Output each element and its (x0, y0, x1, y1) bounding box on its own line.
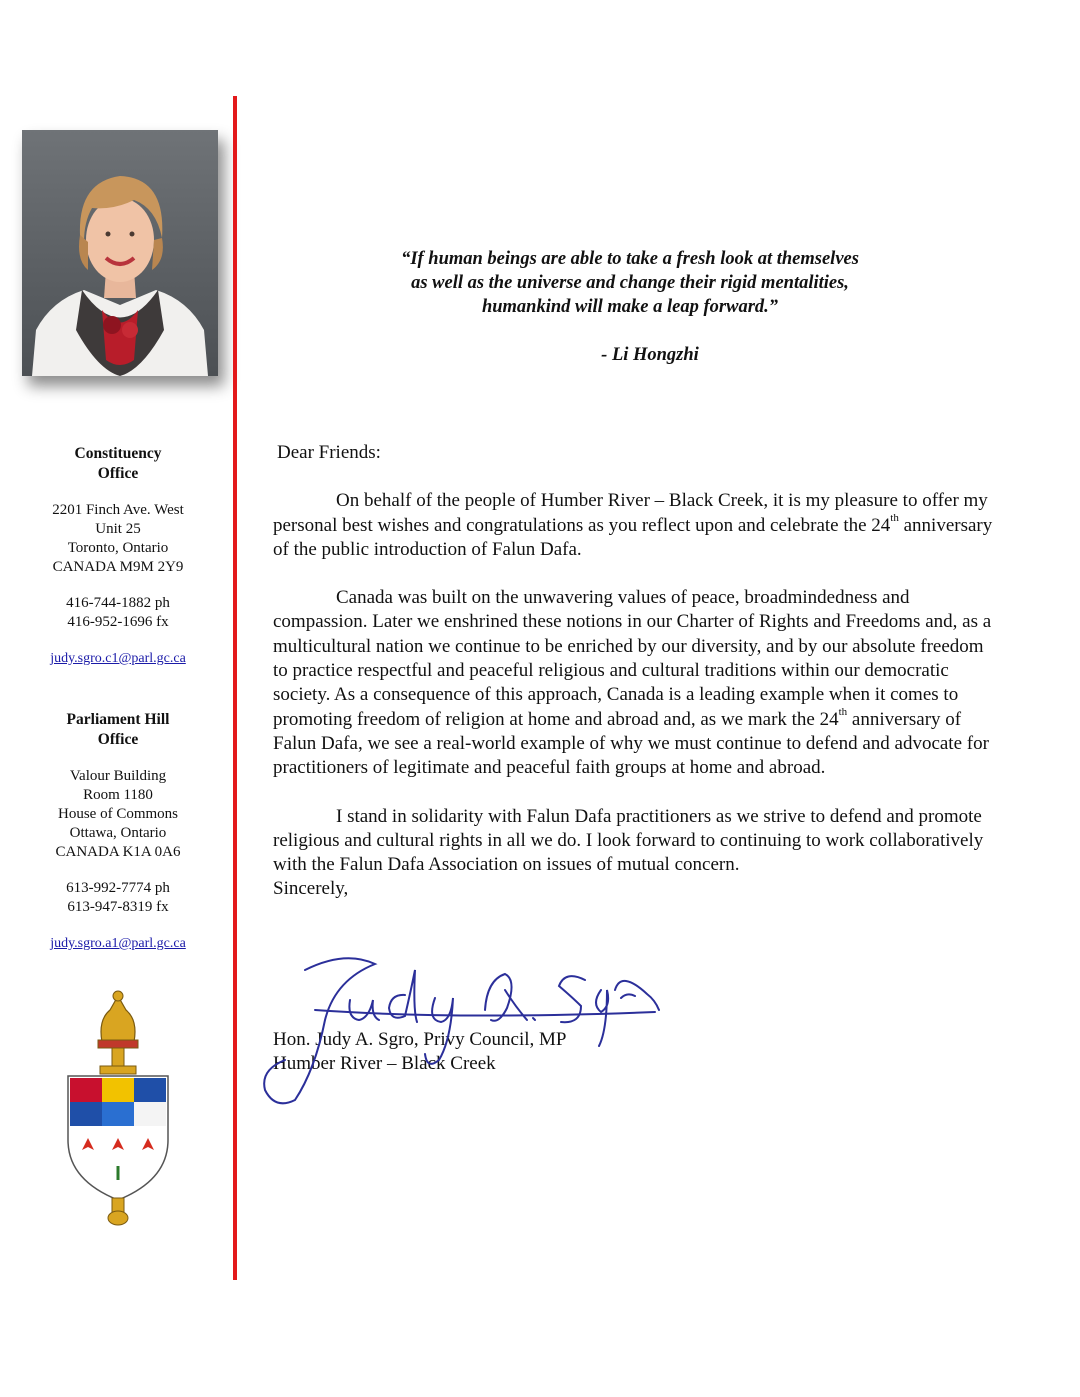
constituency-phone: 416-744-1882 ph (66, 595, 170, 611)
quote-attribution: - Li Hongzhi (601, 345, 699, 365)
handwritten-signature (255, 950, 675, 1110)
parliament-address: Valour Building Room 1180 House of Commons Ottawa, Ontario CANADA K1A 0A6 (55, 768, 181, 860)
parliament-office (20, 710, 216, 953)
constituency-email-link[interactable]: judy.sgro.c1@parl.gc.ca (50, 651, 186, 666)
sidebar (0, 0, 232, 1397)
salutation: Dear Friends: (277, 442, 381, 463)
signatory-name: Hon. Judy A. Sgro, Privy Council, MP (273, 1029, 567, 1050)
constituency-address: 2201 Finch Ave. West Unit 25 Toronto, Ontario CANADA M9M 2Y9 (52, 502, 184, 575)
paragraph-2: Canada was built on the unwavering values of peace, broadmindedness and compassion. Later we enshrined these notions in our Charter of Rights and Freedoms and, as a multicultural nation we continue to be enriched by our diversity, and by our absolute freedom to practice respectful and peaceful religious and cultural traditions within our democratic society. As a consequence of this approach, Canada is a leading example when it comes to promoting freedom of religion at home and abroad and, as we mark the 24th anniversary of Falun Dafa, we see a real-world example of why we must continue to defend and advocate for practitioners of legitimate and peaceful faith groups at home and abroad. (273, 587, 992, 779)
parliament-phone: 613-992-7774 ph (66, 880, 170, 896)
constituency-fax: 416-952-1696 fx (67, 614, 169, 630)
constituency-contact (20, 594, 216, 632)
constituency-office-heading: Constituency Office (74, 445, 162, 482)
portrait-photo (22, 130, 218, 376)
house-of-commons-crest-icon (62, 990, 174, 1226)
paragraph-1: On behalf of the people of Humber River – Black Creek, it is my pleasure to offer my personal best wishes and congratulations as you reflect upon and celebrate the 24th anniversary of the public introduction of Falun Dafa. (273, 490, 993, 560)
paragraph-3: I stand in solidarity with Falun Dafa practitioners as we strive to defend and promote religious and cultural rights in all we do. I look forward to continuing to work collaboratively with the Falun Dafa Association on issues of mutual concern. (273, 805, 984, 876)
signatory-riding: Humber River – Black Creek (273, 1053, 496, 1074)
opening-quote: “If human beings are able to take a fresh look at themselves as well as the universe and change their rigid mentalities, humankind will make a leap forward.” - Li Hongzhi (290, 247, 970, 367)
parliament-fax: 613-947-8319 fx (67, 899, 169, 915)
vertical-red-rule (233, 96, 237, 1280)
parliament-contact (20, 879, 216, 917)
letter-body (273, 441, 993, 902)
parliament-email-link[interactable]: judy.sgro.a1@parl.gc.ca (50, 936, 186, 951)
parliament-office-heading: Parliament Hill Office (66, 711, 170, 748)
constituency-office (20, 444, 216, 668)
closing: Sincerely, (273, 878, 349, 900)
